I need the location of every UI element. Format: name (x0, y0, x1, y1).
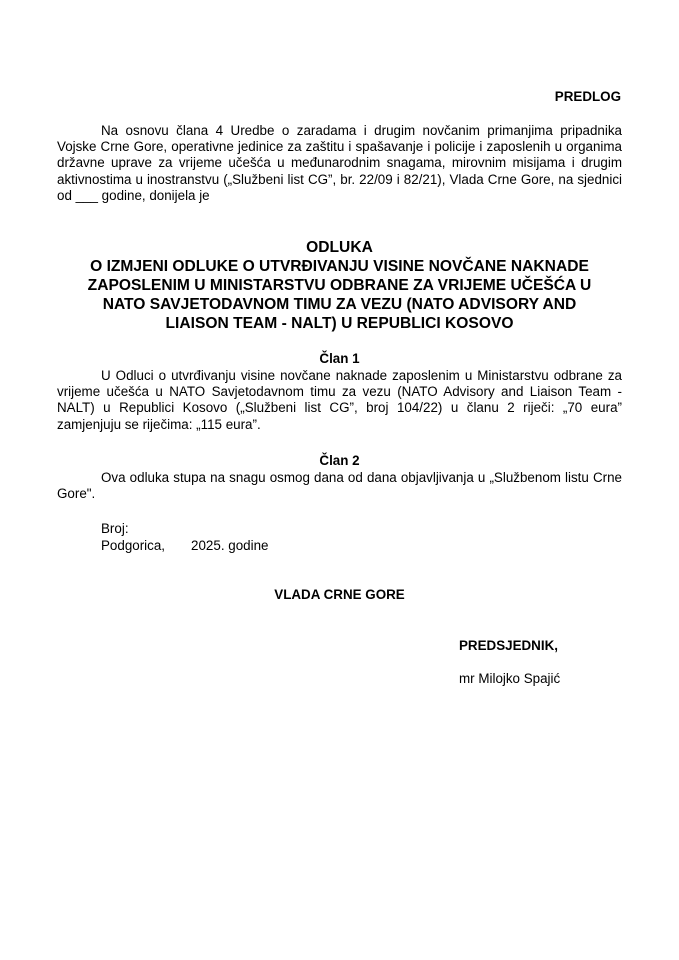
title-line-5: LIAISON TEAM - NALT) U REPUBLICI KOSOVO (165, 315, 514, 332)
year-label: 2025. godine (191, 538, 269, 553)
article-2-heading: Član 2 (319, 453, 360, 468)
article-1-text: U Odluci o utvrđivanju visine novčane naknade zaposlenim u Ministarstvu odbrane za vrijeme učešća u NATO Savjetodavnom timu za vezu (NATO Advisory and Liaison Team - NALT) u Republici Kosovo („Službeni list CG”, broj 104/22) u članu 2 riječi: „70 eura” zamjenjuju se riječima: „115 eura”. (57, 368, 622, 432)
title-line-2: O IZMJENI ODLUKE O UTVRĐIVANJU VISINE NOVČANE NAKNADE (90, 258, 589, 275)
decision-title (57, 238, 622, 333)
title-line-1: ODLUKA (306, 239, 373, 256)
signatory-role: PREDSJEDNIK, (459, 638, 558, 653)
broj-label: Broj: (101, 521, 129, 536)
title-line-3: ZAPOSLENIM U MINISTARSTVU ODBRANE ZA VRIJEME UČEŠĆA U (87, 277, 592, 294)
government-name: VLADA CRNE GORE (274, 587, 405, 602)
article-2-text: Ova odluka stupa na snagu osmog dana od dana objavljivanja u „Službenom listu Crne Gore". (57, 470, 622, 502)
article-1-heading: Član 1 (319, 351, 360, 366)
predlog-label: PREDLOG (554, 89, 621, 104)
place-date-line (101, 538, 268, 554)
signatory-name: mr Milojko Spajić (459, 671, 561, 686)
place-label: Podgorica, (101, 538, 166, 553)
title-line-4: NATO SAVJETODAVNOM TIMU ZA VEZU (NATO ADVISORY AND (102, 296, 577, 313)
preamble-paragraph: Na osnovu člana 4 Uredbe o zaradama i drugim novčanim primanjima pripadnika Vojske Crne Gore, operativne jedinice za zaštitu i spašavanje i policije i zaposlenih u organima državne uprave za vrijeme učešća u međunarodnim snagama, mirovnim misijama i drugim aktivnostima u inostranstvu („Službeni list CG”, br. 22/09 i 82/21), Vlada Crne Gore, na sjednici od ___ godine, donijela je (57, 123, 622, 203)
